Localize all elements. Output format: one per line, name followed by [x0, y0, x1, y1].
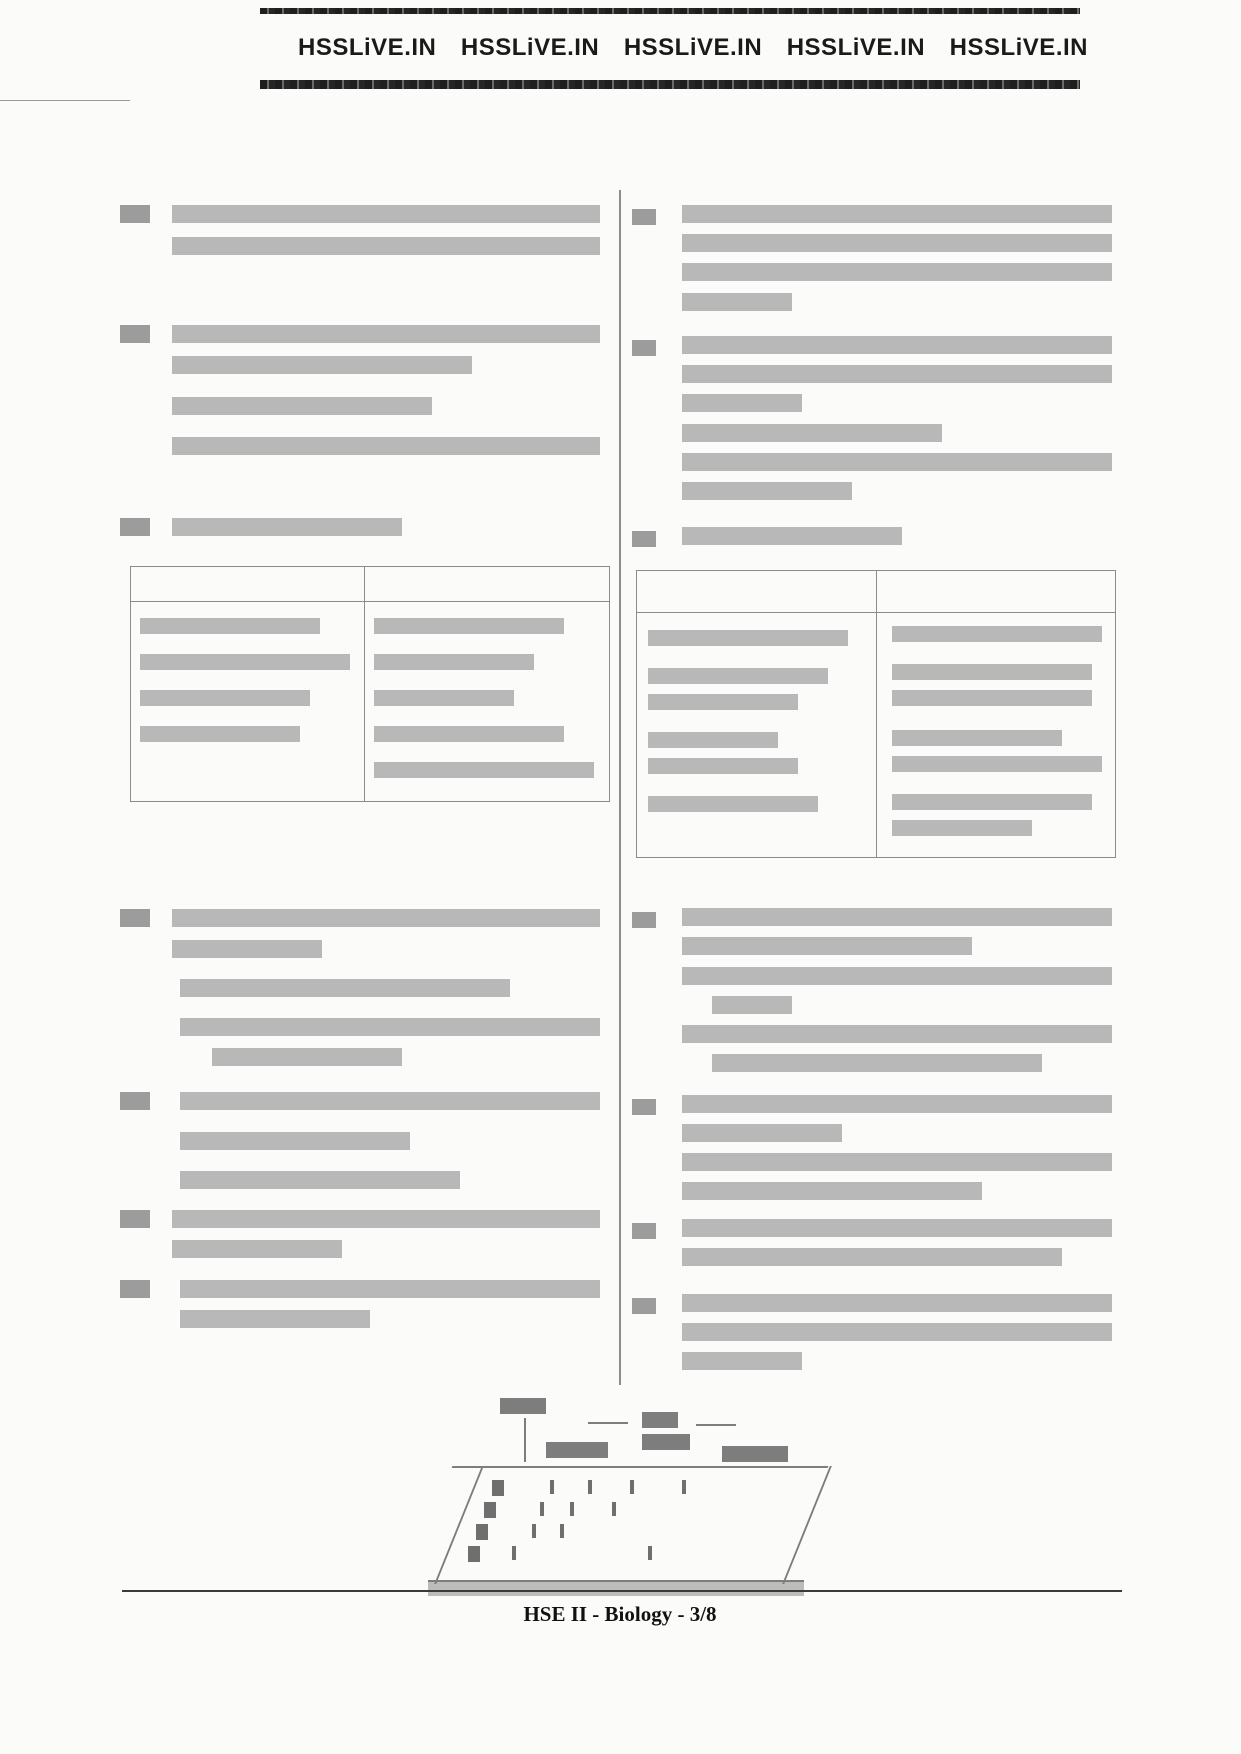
- table-cell-line: [648, 758, 798, 774]
- header-bar-top: [260, 8, 1080, 14]
- table-cell-line: [140, 654, 350, 670]
- dna-band: [532, 1524, 536, 1538]
- question-line: [120, 909, 150, 927]
- question-line: [180, 1310, 370, 1328]
- scan-edge-left: [0, 100, 130, 101]
- watermark-text[interactable]: HSSLiVE.IN: [949, 34, 1088, 61]
- question-line: [632, 912, 656, 928]
- table-cell-line: [374, 690, 514, 706]
- table-column-rule: [364, 566, 365, 802]
- question-line: [682, 336, 1112, 354]
- question-line: [682, 482, 852, 500]
- question-line: [682, 1219, 1112, 1237]
- dna-band: [570, 1502, 574, 1516]
- dna-band: [630, 1480, 634, 1494]
- question-line: [712, 996, 792, 1014]
- dna-band: [560, 1524, 564, 1538]
- question-line: [682, 1182, 982, 1200]
- question-line: [682, 234, 1112, 252]
- question-line: [172, 356, 472, 374]
- question-line: [682, 1323, 1112, 1341]
- question-line: [172, 518, 402, 536]
- table-cell-line: [892, 690, 1092, 706]
- table-cell-line: [648, 630, 848, 646]
- english-match-table: [130, 566, 610, 802]
- gel-well: [492, 1480, 504, 1496]
- question-line: [632, 340, 656, 356]
- dna-band: [648, 1546, 652, 1560]
- question-line: [682, 1095, 1112, 1113]
- question-line: [120, 1210, 150, 1228]
- table-cell-line: [892, 730, 1062, 746]
- question-line: [632, 209, 656, 225]
- question-line: [682, 453, 1112, 471]
- table-cell-line: [648, 796, 818, 812]
- question-line: [682, 908, 1112, 926]
- table-cell-line: [892, 820, 1032, 836]
- watermark-text[interactable]: HSSLiVE.IN: [786, 34, 926, 61]
- gel-well: [476, 1524, 488, 1540]
- table-cell-line: [892, 756, 1102, 772]
- question-line: [120, 518, 150, 536]
- figure-arrow: [588, 1422, 628, 1424]
- gel-well: [468, 1546, 480, 1562]
- question-line: [172, 1240, 342, 1258]
- table-column-rule: [876, 570, 877, 858]
- watermark-text[interactable]: HSSLiVE.IN: [298, 34, 437, 61]
- question-line: [632, 531, 656, 547]
- question-line: [172, 325, 600, 343]
- watermark-text[interactable]: HSSLiVE.IN: [623, 34, 763, 61]
- question-line: [682, 424, 942, 442]
- dna-band: [550, 1480, 554, 1494]
- table-cell-line: [374, 654, 534, 670]
- figure-label-mark: [722, 1446, 788, 1462]
- question-line: [682, 1294, 1112, 1312]
- question-line: [632, 1099, 656, 1115]
- figure-arrow: [524, 1418, 526, 1462]
- column-divider: [619, 190, 621, 1385]
- table-cell-line: [140, 618, 320, 634]
- page-footer-title: HSE II - Biology - 3/8: [523, 1602, 717, 1626]
- question-line: [120, 1092, 150, 1110]
- question-line: [212, 1048, 402, 1066]
- table-cell-line: [892, 794, 1092, 810]
- question-line: [180, 1280, 600, 1298]
- dna-band: [682, 1480, 686, 1494]
- gel-slab-right-edge: [782, 1466, 832, 1584]
- question-line: [172, 940, 322, 958]
- question-line: [682, 293, 792, 311]
- table-cell-line: [140, 690, 310, 706]
- table-cell-line: [140, 726, 300, 742]
- gel-slab-side: [428, 1582, 804, 1596]
- table-header-rule: [130, 601, 610, 602]
- figure-arrow: [696, 1424, 736, 1426]
- question-line: [180, 1018, 600, 1036]
- figure-label-mark: [642, 1434, 690, 1450]
- question-line: [172, 205, 600, 223]
- question-line: [120, 1280, 150, 1298]
- dna-band: [512, 1546, 516, 1560]
- table-cell-line: [374, 726, 564, 742]
- header-bar-bottom: [260, 80, 1080, 89]
- question-line: [682, 937, 972, 955]
- question-line: [180, 1132, 410, 1150]
- question-line: [172, 237, 600, 255]
- dna-band: [612, 1502, 616, 1516]
- dna-band: [540, 1502, 544, 1516]
- table-cell-line: [648, 668, 828, 684]
- question-line: [172, 1210, 600, 1228]
- table-cell-line: [648, 694, 798, 710]
- question-line: [632, 1298, 656, 1314]
- question-line: [682, 1025, 1112, 1043]
- figure-label-mark: [642, 1412, 678, 1428]
- question-line: [712, 1054, 1042, 1072]
- gel-slab-top: [452, 1466, 829, 1468]
- question-line: [682, 394, 802, 412]
- question-line: [682, 365, 1112, 383]
- question-line: [180, 979, 510, 997]
- footer-rule: [122, 1590, 1122, 1592]
- table-cell-line: [892, 664, 1092, 680]
- watermark-row: [298, 28, 1088, 68]
- table-cell-line: [374, 618, 564, 634]
- question-line: [632, 1223, 656, 1239]
- figure-label-mark: [500, 1398, 546, 1414]
- question-line: [172, 909, 600, 927]
- question-line: [682, 1248, 1062, 1266]
- table-cell-line: [892, 626, 1102, 642]
- question-line: [172, 397, 432, 415]
- dna-band: [588, 1480, 592, 1494]
- question-line: [682, 263, 1112, 281]
- question-line: [180, 1092, 600, 1110]
- table-cell-line: [374, 762, 594, 778]
- question-line: [120, 325, 150, 343]
- question-line: [682, 527, 902, 545]
- table-cell-line: [648, 732, 778, 748]
- question-line: [682, 205, 1112, 223]
- figure-label-mark: [546, 1442, 608, 1458]
- gel-well: [484, 1502, 496, 1518]
- question-line: [120, 205, 150, 223]
- question-line: [172, 437, 600, 455]
- question-line: [682, 1124, 842, 1142]
- question-line: [682, 1352, 802, 1370]
- question-line: [180, 1171, 460, 1189]
- watermark-text[interactable]: HSSLiVE.IN: [460, 34, 600, 61]
- malayalam-match-table: [636, 570, 1116, 858]
- gel-electrophoresis-figure: [420, 1394, 840, 1604]
- question-line: [682, 967, 1112, 985]
- question-line: [682, 1153, 1112, 1171]
